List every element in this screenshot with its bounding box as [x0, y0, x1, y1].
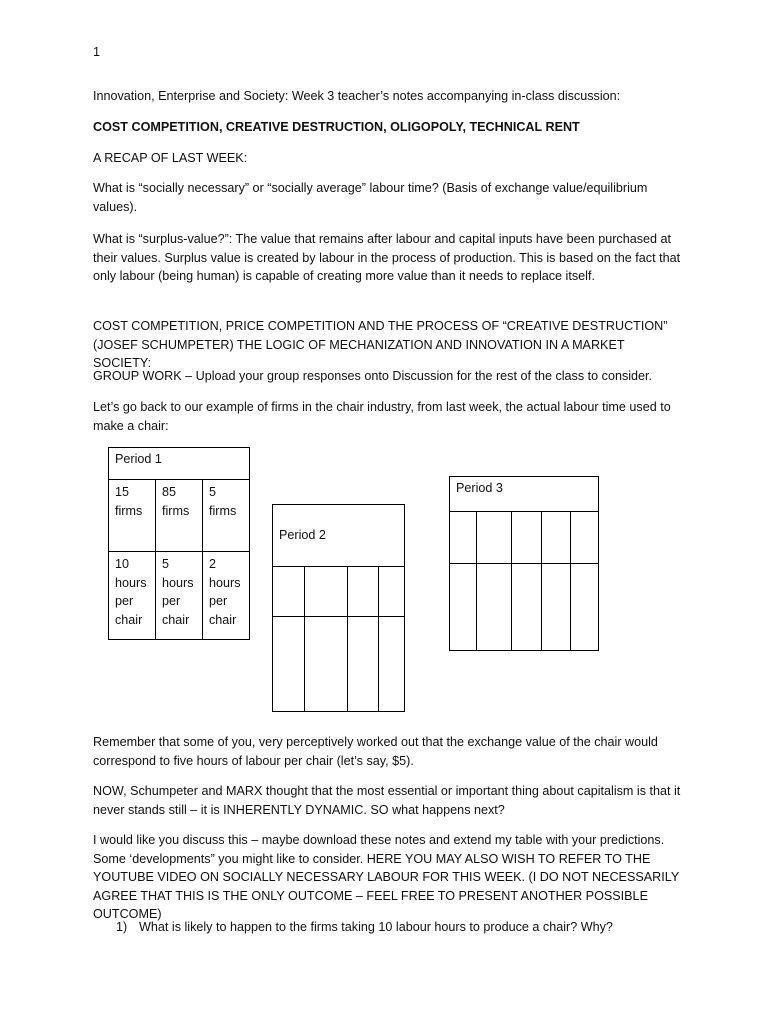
- discussion-instructions: I would like you discuss this – maybe download these notes and extend my table with your predictions. Some ‘developments” you might like to consider. HERE YOU MAY ALSO WISH TO REFER TO THE YOUTUBE VIDEO ON SOCIALLY NECESSARY LABOUR FOR THIS WEEK. (I DO NOT NECESSARILY AGREE THAT THIS IS THE ONLY OUTCOME – FEEL FREE TO PRESENT ANOTHER POSSIBLE OUTCOME): [93, 833, 679, 922]
- firms-cell: 5 firms: [203, 480, 250, 552]
- recap-heading: A RECAP OF LAST WEEK:: [93, 151, 248, 165]
- page-number: 1: [93, 45, 101, 59]
- empty-cell: [542, 564, 571, 651]
- hours-cell: 10 hours per chair: [109, 552, 156, 640]
- chair-industry-intro: Let’s go back to our example of firms in the chair industry, from last week, the actual labour time used to make a chair:: [93, 400, 671, 433]
- empty-cell: [450, 564, 477, 651]
- empty-cell: [477, 564, 512, 651]
- dynamic-capitalism-paragraph: NOW, Schumpeter and MARX thought that the most essential or important thing about capitalism is that it never stands still – it is INHERENTLY DYNAMIC. SO what happens next?: [93, 784, 681, 817]
- socially-necessary-question: What is “socially necessary” or “socially average” labour time? (Basis of exchange value/equilibrium values).: [93, 181, 648, 214]
- period-3-title: Period 3: [450, 477, 599, 512]
- period-1-title: Period 1: [109, 448, 250, 480]
- empty-cell: [273, 617, 305, 712]
- empty-cell: [450, 512, 477, 564]
- empty-cell: [379, 567, 405, 617]
- empty-cell: [542, 512, 571, 564]
- hours-cell: 5 hours per chair: [156, 552, 203, 640]
- hours-cell: 2 hours per chair: [203, 552, 250, 640]
- section-title: COST COMPETITION, PRICE COMPETITION AND THE PROCESS OF “CREATIVE DESTRUCTION” (JOSEF SCHUMPETER) THE LOGIC OF MECHANIZATION AND INNOVATION IN A MARKET SOCIETY:: [93, 319, 668, 371]
- document-heading: COST COMPETITION, CREATIVE DESTRUCTION, OLIGOPOLY, TECHNICAL RENT: [93, 120, 580, 134]
- empty-cell: [571, 564, 599, 651]
- empty-cell: [571, 512, 599, 564]
- period-3-table: [449, 476, 599, 651]
- exchange-value-paragraph: Remember that some of you, very perceptively worked out that the exchange value of the chair would correspond to five hours of labour per chair (let’s say, $5).: [93, 735, 658, 768]
- firms-cell: 15 firms: [109, 480, 156, 552]
- empty-cell: [273, 567, 305, 617]
- group-work-instruction: GROUP WORK – Upload your group responses onto Discussion for the rest of the class to consider.: [93, 369, 653, 383]
- period-2-table: [272, 504, 405, 712]
- empty-cell: [512, 512, 542, 564]
- question-number: 1): [116, 920, 128, 934]
- empty-cell: [379, 617, 405, 712]
- period-1-table: [108, 447, 250, 640]
- empty-cell: [348, 567, 379, 617]
- empty-cell: [512, 564, 542, 651]
- firms-cell: 85 firms: [156, 480, 203, 552]
- empty-cell: [477, 512, 512, 564]
- period-2-title: Period 2: [273, 505, 405, 567]
- empty-cell: [348, 617, 379, 712]
- surplus-value-paragraph: What is “surplus-value?”: The value that remains after labour and capital inputs have been purchased at their values. Surplus value is created by labour in the process of production. This is based on the fact that only labour (being human) is capable of creating more value than it needs to replace itself.: [93, 232, 681, 284]
- empty-cell: [305, 617, 348, 712]
- intro-line: Innovation, Enterprise and Society: Week 3 teacher’s notes accompanying in-class discussion:: [93, 89, 621, 103]
- empty-cell: [305, 567, 348, 617]
- question-text: What is likely to happen to the firms taking 10 labour hours to produce a chair? Why?: [139, 920, 613, 934]
